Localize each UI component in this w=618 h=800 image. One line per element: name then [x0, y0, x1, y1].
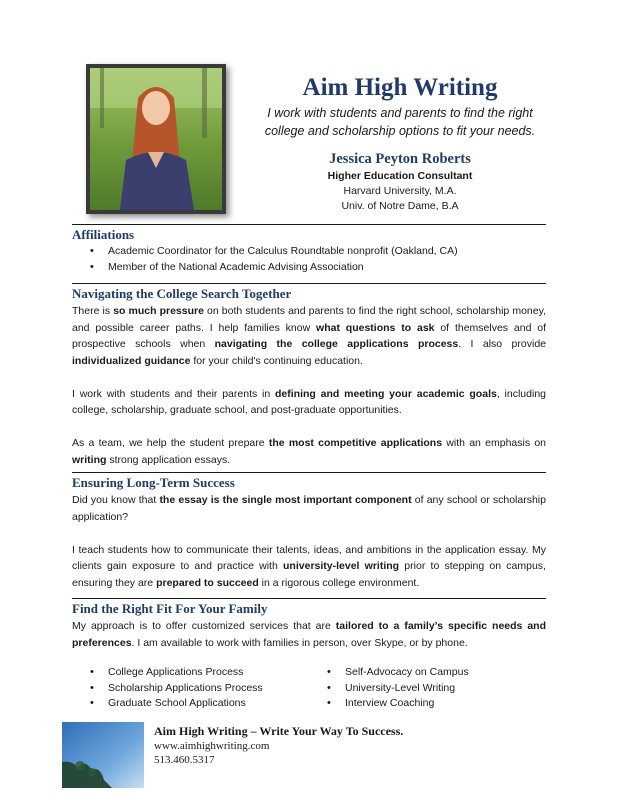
- navigating-paragraph-1: There is so much pressure on both students and parents to find the right school, scholarship money, and possible career paths. I help families know what questions to ask of themselves and of prospective schools when navigating the college applications process. I also provide individualized guidance for your child's continuing education.: [72, 305, 547, 367]
- list-item: • Scholarship Applications Process: [72, 681, 309, 697]
- fit-paragraph: My approach is to offer customized services that are tailored to a family’s specific needs and preferences. I am available to work with families in person, over Skype, or by phone.: [72, 620, 546, 649]
- navigating-section: [72, 283, 546, 468]
- success-section: [72, 472, 546, 591]
- section-divider: [72, 598, 546, 599]
- page-title: Aim High Writing: [302, 74, 498, 101]
- list-item: • Graduate School Applications: [72, 696, 309, 712]
- consultant-role: Higher Education Consultant: [327, 170, 473, 182]
- list-item: • Academic Coordinator for the Calculus Roundtable nonprofit (Oakland, CA): [72, 244, 546, 260]
- tree-sky-photo: [62, 722, 144, 788]
- affiliations-title: Affiliations: [72, 227, 135, 242]
- page-header: [240, 72, 560, 214]
- navigating-paragraph-2: I work with students and their parents in defining and meeting your academic goals, including college, scholarship, graduate school, and post-graduate opportunities.: [72, 387, 546, 416]
- list-item: • Interview Coaching: [309, 696, 546, 712]
- navigating-title: Navigating the College Search Together: [72, 286, 292, 301]
- tagline-line-2: college and scholarship options to fit your needs.: [264, 124, 536, 138]
- portrait-photo: [86, 64, 226, 214]
- services-columns: [72, 665, 546, 712]
- list-item: • Self-Advocacy on Campus: [309, 665, 546, 681]
- affiliations-list: [72, 244, 546, 275]
- services-list-left: [72, 665, 309, 712]
- affiliations-section: [72, 224, 546, 275]
- list-item: • University-Level Writing: [309, 681, 546, 697]
- fit-title: Find the Right Fit For Your Family: [72, 601, 268, 616]
- footer-phone: 513.460.5317: [154, 754, 215, 766]
- tagline-line-1: I work with students and parents to find the right: [267, 106, 533, 120]
- portrait-illustration: [90, 68, 222, 210]
- list-item: • Member of the National Academic Advising Association: [72, 260, 546, 276]
- section-divider: [72, 472, 546, 473]
- navigating-paragraph-3: As a team, we help the student prepare the most competitive applications with an emphasis on writing strong application essays.: [72, 437, 547, 466]
- degree-notre-dame: Univ. of Notre Dame, B.A: [341, 200, 459, 212]
- section-divider: [72, 224, 546, 225]
- footer-website-link[interactable]: www.aimhighwriting.com: [154, 740, 270, 752]
- success-paragraph-2: I teach students how to communicate their talents, ideas, and ambitions in the application essay. My clients gain exposure to and practice with university-level writing prior to stepping on campus, ensuring they are prepared to succeed in a rigorous college environment.: [72, 543, 546, 589]
- fit-section: [72, 598, 546, 712]
- degree-harvard: Harvard University, M.A.: [343, 185, 457, 197]
- section-divider: [72, 283, 546, 284]
- success-title: Ensuring Long-Term Success: [72, 475, 235, 490]
- consultant-name: Jessica Peyton Roberts: [329, 151, 471, 167]
- success-paragraph-1: Did you know that the essay is the single most important component of any school or scholarship application?: [72, 494, 546, 523]
- services-list-right: [309, 665, 546, 712]
- page-footer: [154, 724, 403, 767]
- list-item: • College Applications Process: [72, 665, 309, 681]
- footer-tagline: Aim High Writing – Write Your Way To Success.: [154, 724, 404, 738]
